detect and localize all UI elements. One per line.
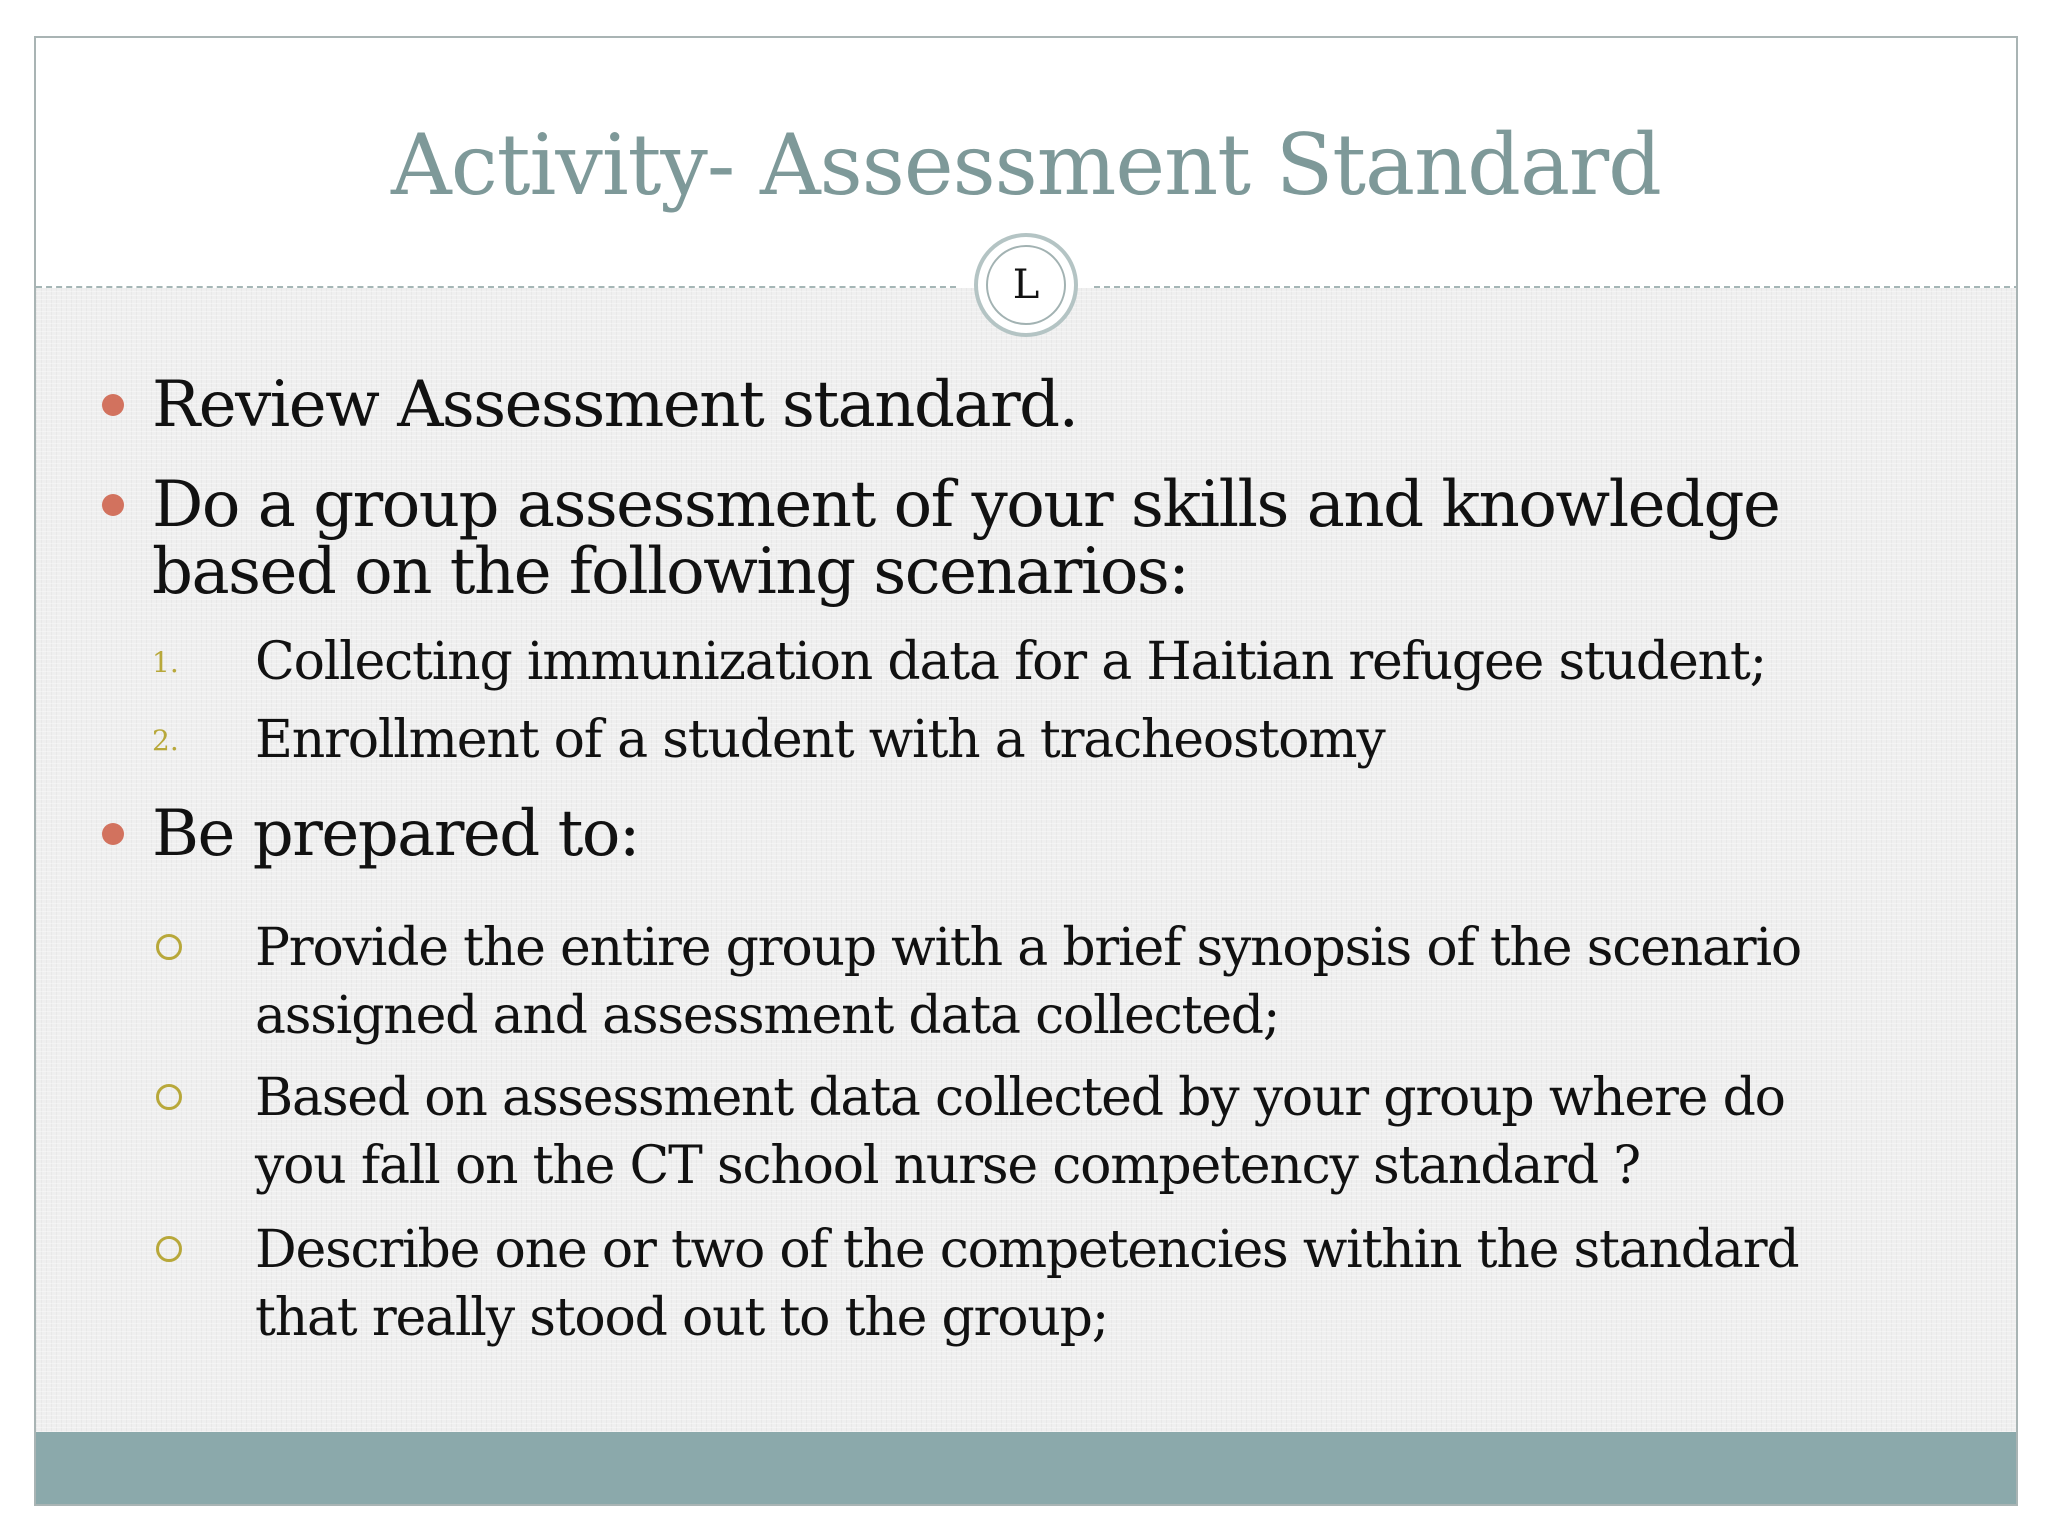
hollow-circle-icon xyxy=(156,1236,182,1262)
hollow-circle-icon xyxy=(156,934,182,960)
sub-item-3-line-1: Describe one or two of the competencies within the standard xyxy=(255,1220,1799,1280)
numbered-item-2: Enrollment of a student with a tracheostomy xyxy=(255,710,1385,770)
bullet-2-line-1: Do a group assessment of your skills and knowledge xyxy=(152,468,1780,542)
sub-item-2-line-1: Based on assessment data collected by your group where do xyxy=(255,1068,1785,1128)
slide xyxy=(34,36,2018,1506)
sub-item-1-line-1: Provide the entire group with a brief synopsis of the scenario xyxy=(255,918,1801,978)
bullet-3-line-1: Be prepared to: xyxy=(152,797,639,871)
bullet-2-line-2: based on the following scenarios: xyxy=(152,535,1189,609)
sub-item-3-line-2: that really stood out to the group; xyxy=(255,1288,1109,1348)
bullet-1-line-1: Review Assessment standard. xyxy=(152,368,1078,442)
sub-item-2-line-2: you fall on the CT school nurse competency standard ? xyxy=(255,1136,1640,1196)
slide-title: Activity- Assessment Standard xyxy=(391,116,1661,214)
hollow-circle-icon xyxy=(156,1084,182,1110)
numbered-marker: 2. xyxy=(152,724,179,757)
bullet-dot-icon xyxy=(102,823,124,845)
numbered-item-1: Collecting immunization data for a Haitian refugee student; xyxy=(255,632,1766,692)
badge-letter: L xyxy=(986,245,1066,325)
sub-item-1-line-2: assigned and assessment data collected; xyxy=(255,986,1280,1046)
numbered-marker: 1. xyxy=(152,646,179,679)
bullet-dot-icon xyxy=(102,394,124,416)
slide-content xyxy=(36,38,2016,1504)
bullet-dot-icon xyxy=(102,494,124,516)
